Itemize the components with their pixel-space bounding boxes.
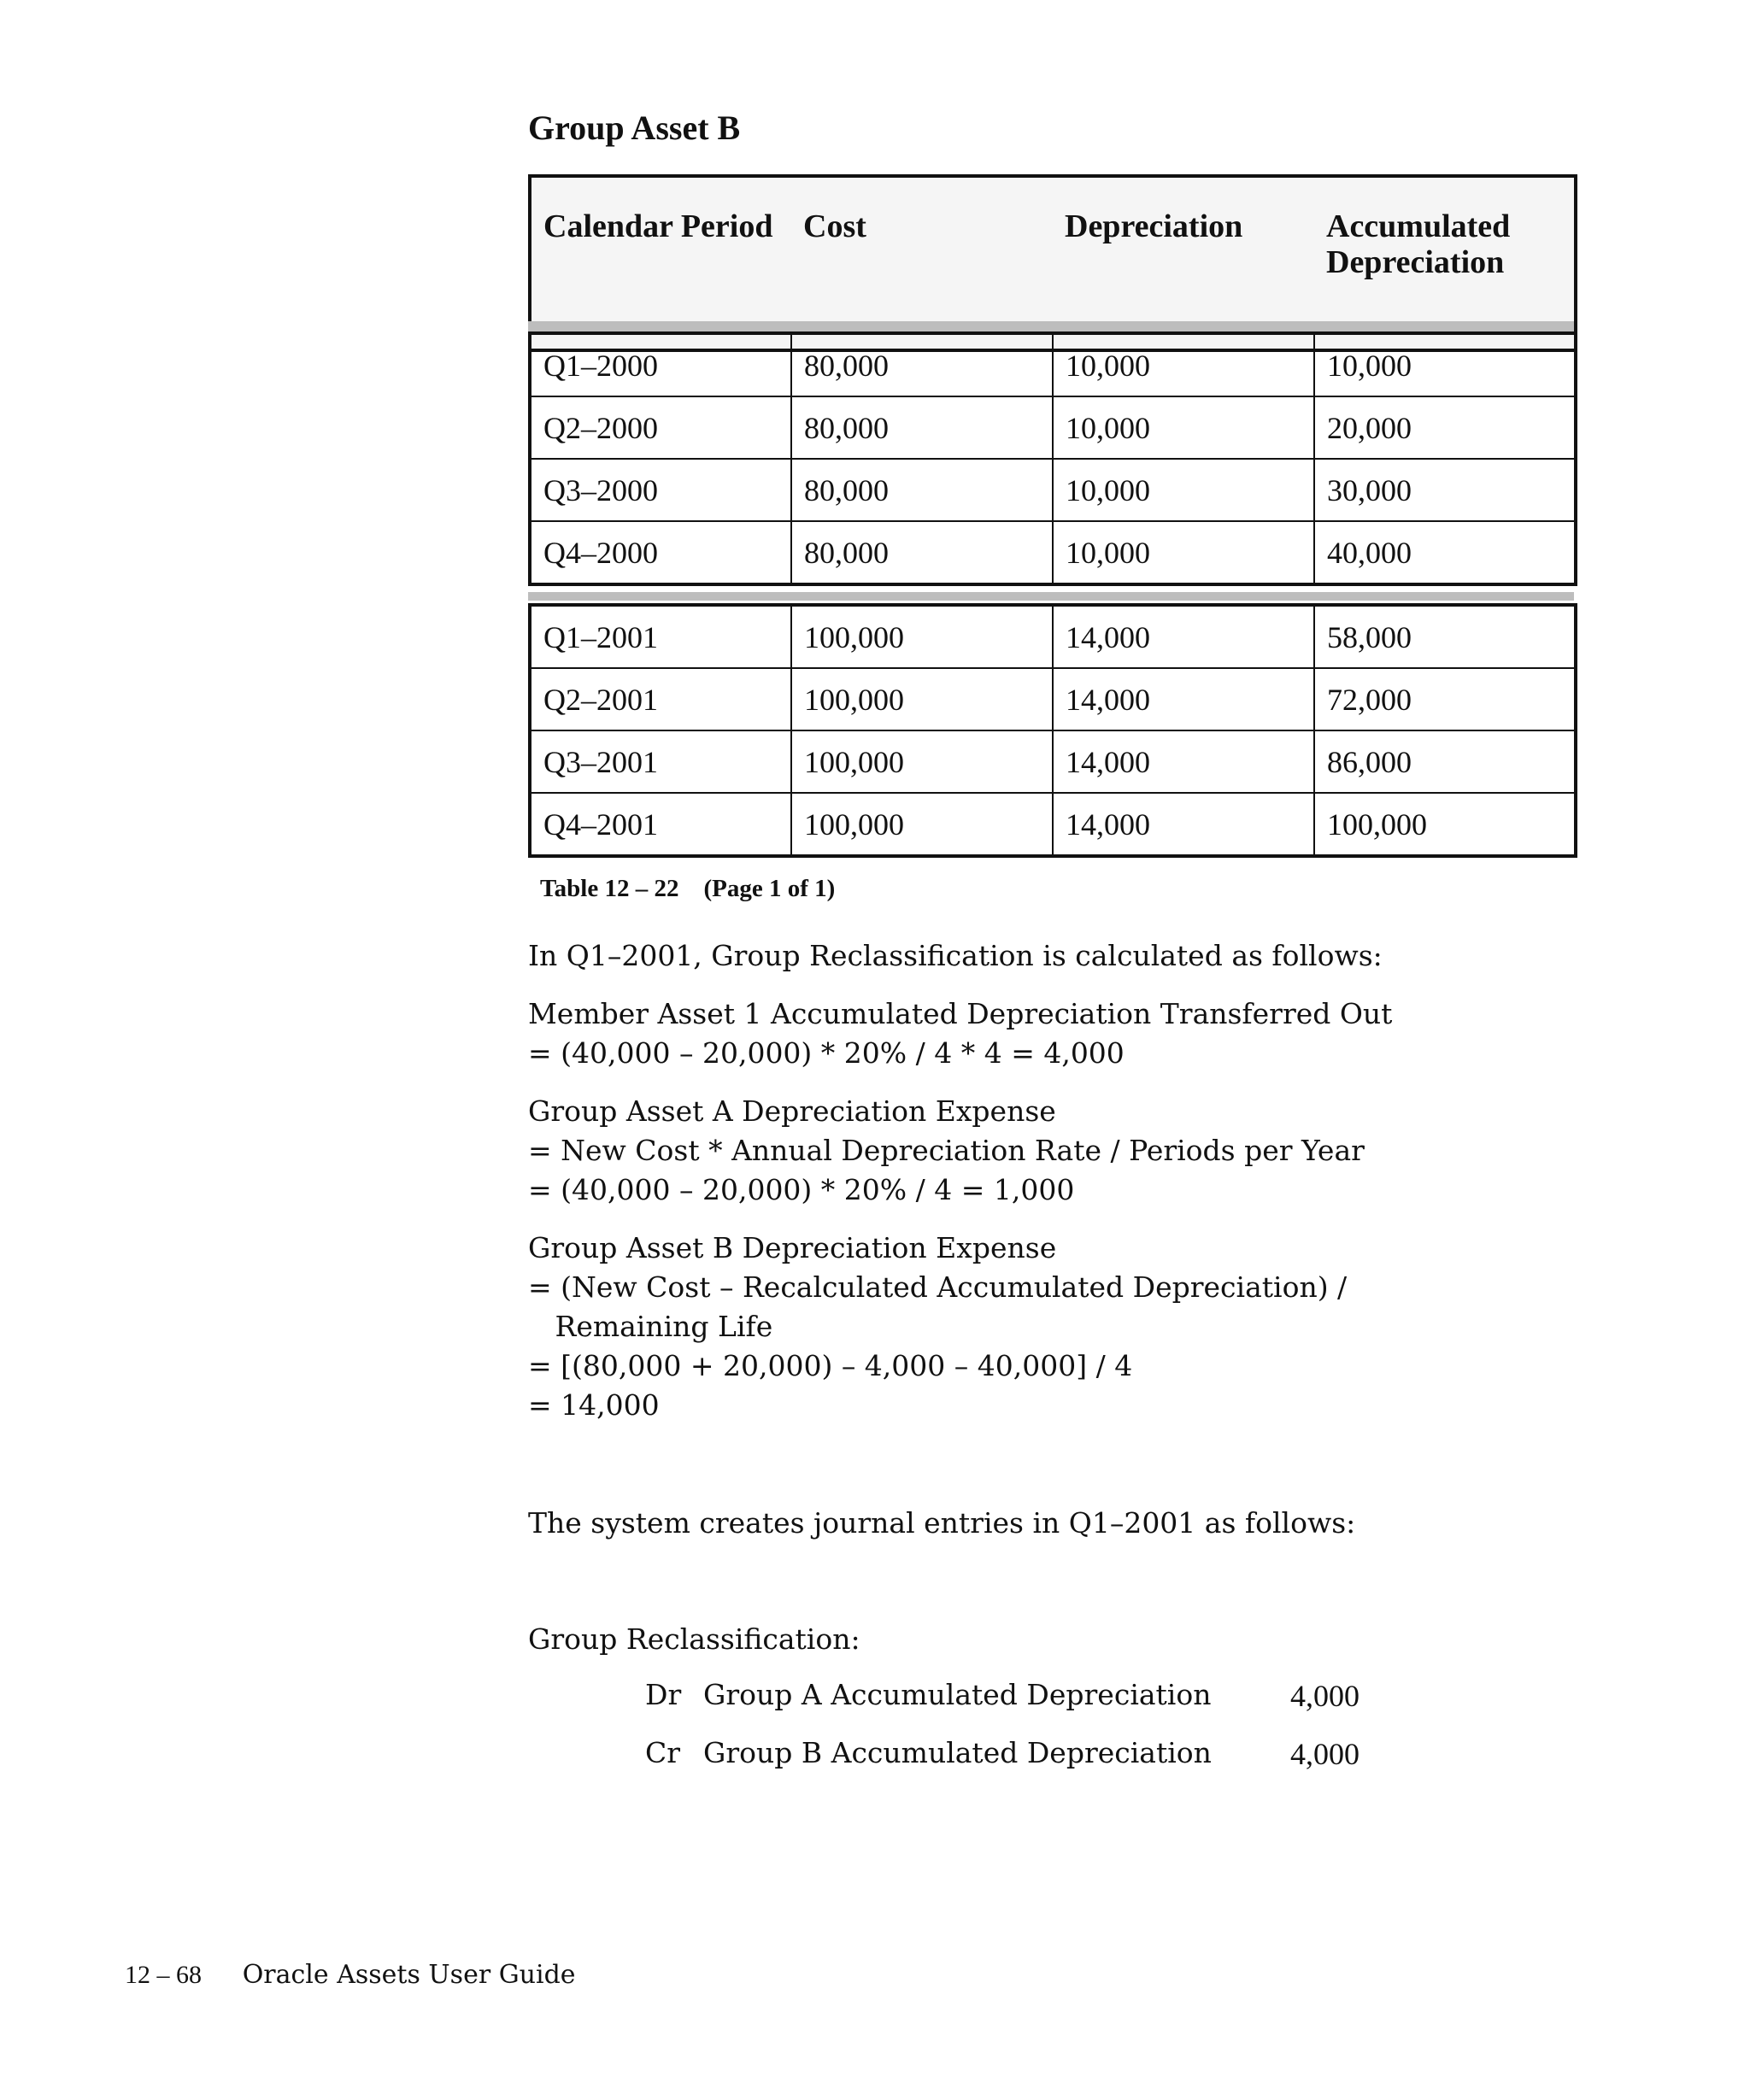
column-header-accumulated: Accumulated Depreciation xyxy=(1314,176,1576,350)
table-cell: 40,000 xyxy=(1314,521,1576,584)
table-cell: Q2–2000 xyxy=(530,396,791,459)
table-cell: 100,000 xyxy=(791,793,1053,856)
table-cell: Q4–2000 xyxy=(530,521,791,584)
table-cell: 10,000 xyxy=(1314,333,1576,396)
table-row xyxy=(530,730,1576,793)
group-b-calculation xyxy=(528,1229,1639,1425)
column-header-period: Calendar Period xyxy=(530,176,791,350)
table-row xyxy=(530,333,1576,396)
journal-intro-text: The system creates journal entries in Q1–2001 as follows: xyxy=(528,1506,1356,1540)
table-cell: Q1–2000 xyxy=(530,333,791,396)
table-body-2000 xyxy=(528,331,1577,586)
calc-line: = (New Cost – Recalculated Accumulated Depreciation) / xyxy=(528,1270,1348,1304)
column-header-cost: Cost xyxy=(791,176,1053,350)
journal-title xyxy=(528,1620,1639,1659)
table-cell: 100,000 xyxy=(791,668,1053,730)
entry-account: Group A Accumulated Depreciation xyxy=(703,1678,1212,1711)
table-cell: 14,000 xyxy=(1053,668,1314,730)
caption-number: Table 12 – 22 xyxy=(540,875,679,902)
table-cell: 80,000 xyxy=(791,333,1053,396)
journal-entry xyxy=(645,1736,1414,1794)
caption-page: (Page 1 of 1) xyxy=(703,875,836,902)
table-cell: 10,000 xyxy=(1053,459,1314,521)
journal-intro xyxy=(528,1504,1639,1543)
entry-account: Group B Accumulated Depreciation xyxy=(703,1736,1212,1769)
journal-title-text: Group Reclassification: xyxy=(528,1622,860,1656)
table-cell: 100,000 xyxy=(791,605,1053,668)
table-cell: 80,000 xyxy=(791,521,1053,584)
column-header-depreciation: Depreciation xyxy=(1053,176,1314,350)
table-row xyxy=(530,521,1576,584)
page-number: 12 – 68 xyxy=(125,1961,202,1989)
table-cell: 10,000 xyxy=(1053,521,1314,584)
table-row xyxy=(530,396,1576,459)
calc-line: = 14,000 xyxy=(528,1388,660,1422)
table-cell: Q1–2001 xyxy=(530,605,791,668)
calc-line: = (40,000 – 20,000) * 20% / 4 * 4 = 4,000 xyxy=(528,1036,1125,1070)
table-cell: 10,000 xyxy=(1053,396,1314,459)
table-cell: 100,000 xyxy=(1314,793,1576,856)
table-cell: 80,000 xyxy=(791,459,1053,521)
table-cell: 86,000 xyxy=(1314,730,1576,793)
table-row xyxy=(530,605,1576,668)
table-cell: 10,000 xyxy=(1053,333,1314,396)
table-row xyxy=(530,459,1576,521)
calc-line: Remaining Life xyxy=(528,1310,773,1343)
table-cell: 30,000 xyxy=(1314,459,1576,521)
table-cell: 58,000 xyxy=(1314,605,1576,668)
member-calculation xyxy=(528,994,1639,1073)
table-cell: 72,000 xyxy=(1314,668,1576,730)
group-a-calculation xyxy=(528,1092,1639,1210)
table-cell: Q3–2000 xyxy=(530,459,791,521)
table-body-2001 xyxy=(528,603,1577,858)
page-footer xyxy=(125,1960,576,1990)
table-cell: 14,000 xyxy=(1053,605,1314,668)
header-divider xyxy=(528,321,1574,331)
entry-type: Cr xyxy=(645,1736,681,1769)
table-caption xyxy=(540,875,835,903)
table-cell: 100,000 xyxy=(791,730,1053,793)
guide-title: Oracle Assets User Guide xyxy=(242,1960,576,1990)
journal-entry xyxy=(645,1678,1414,1736)
intro-text: In Q1–2001, Group Reclassification is calculated as follows: xyxy=(528,939,1383,972)
table-cell: Q3–2001 xyxy=(530,730,791,793)
entry-type: Dr xyxy=(645,1678,682,1711)
table-cell: 80,000 xyxy=(791,396,1053,459)
table-cell: 20,000 xyxy=(1314,396,1576,459)
table-row xyxy=(530,793,1576,856)
table-cell: 14,000 xyxy=(1053,793,1314,856)
journal-entries xyxy=(645,1678,1414,1794)
calc-line: = [(80,000 + 20,000) – 4,000 – 40,000] / 4 xyxy=(528,1349,1133,1382)
calc-line: Group Asset A Depreciation Expense xyxy=(528,1094,1056,1128)
calc-line: = New Cost * Annual Depreciation Rate / Periods per Year xyxy=(528,1134,1365,1167)
table-cell: Q4–2001 xyxy=(530,793,791,856)
section-heading: Group Asset B xyxy=(528,109,741,147)
table-row xyxy=(530,668,1576,730)
table-cell: 14,000 xyxy=(1053,730,1314,793)
calc-line: Group Asset B Depreciation Expense xyxy=(528,1231,1057,1264)
entry-amount: 4,000 xyxy=(1290,1737,1359,1771)
intro-paragraph xyxy=(528,936,1639,976)
table-cell: Q2–2001 xyxy=(530,668,791,730)
group-divider xyxy=(528,592,1574,601)
entry-amount: 4,000 xyxy=(1290,1679,1359,1713)
calc-line: = (40,000 – 20,000) * 20% / 4 = 1,000 xyxy=(528,1173,1075,1206)
calc-line: Member Asset 1 Accumulated Depreciation Transferred Out xyxy=(528,997,1393,1030)
